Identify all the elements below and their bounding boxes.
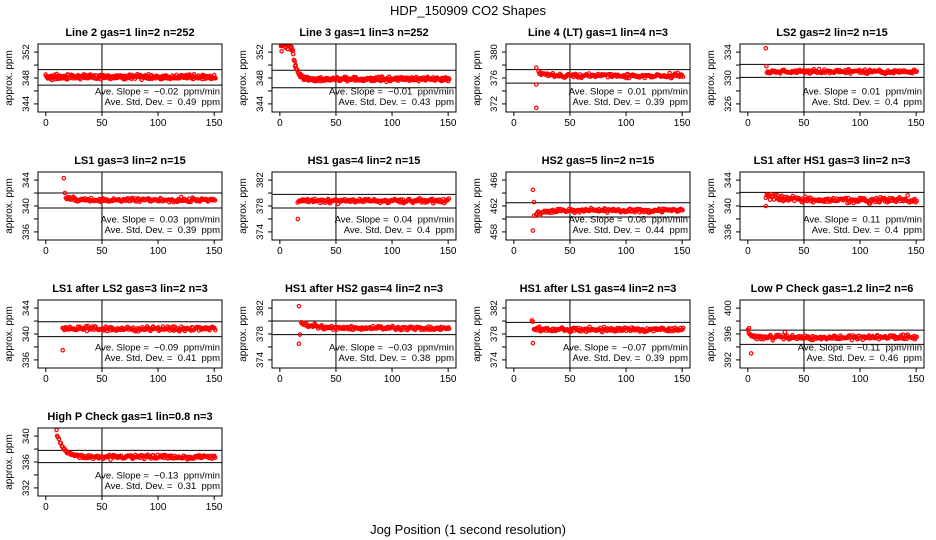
x-tick-label: 50 (330, 246, 342, 257)
y-tick-label: 382 (255, 172, 266, 189)
y-tick-label: 382 (255, 300, 266, 317)
subplot-title: HS1 after LS1 gas=4 lin=2 n=3 (519, 283, 677, 295)
x-tick-label: 50 (96, 502, 108, 513)
subplot-title: HS2 gas=5 lin=2 n=15 (541, 155, 655, 167)
y-tick-label: 344 (723, 172, 734, 189)
x-tick-label: 50 (96, 374, 108, 385)
ave-std-dev-annotation: Ave. Std. Dev. = 0.43 ppm (338, 97, 454, 108)
x-tick-label: 100 (383, 118, 401, 129)
panel-cell (234, 20, 468, 148)
x-tick-label: 150 (907, 246, 925, 257)
x-tick-label: 100 (149, 118, 167, 129)
scatter-points (764, 167, 918, 208)
y-axis-label: approx. ppm (706, 178, 717, 234)
panel-cell (468, 148, 702, 276)
y-tick-label: 374 (255, 351, 266, 368)
y-tick-label: 334 (723, 44, 734, 61)
ave-std-dev-annotation: Ave. Std. Dev. = 0.4 ppm (343, 225, 454, 236)
subplot-title: LS1 gas=3 lin=2 n=15 (74, 155, 186, 167)
x-tick-label: 100 (383, 374, 401, 385)
x-tick-label: 100 (149, 246, 167, 257)
y-axis-label: approx. ppm (472, 306, 483, 362)
y-tick-label: 344 (21, 300, 32, 317)
ave-slope-annotation: Ave. Slope = −0.11 ppm/min (797, 342, 922, 354)
y-tick-label: 340 (21, 198, 32, 214)
y-tick-label: 340 (21, 428, 32, 445)
ave-slope-annotation: Ave. Slope = −0.03 ppm/min (329, 342, 454, 354)
subplot-8 (702, 148, 936, 276)
y-axis-label: approx. ppm (472, 50, 483, 106)
y-axis-label: approx. ppm (706, 50, 717, 106)
ave-slope-annotation: Ave. Slope = −0.13 ppm/min (95, 470, 220, 482)
subplot-3 (468, 20, 702, 148)
subplot-12 (702, 276, 936, 404)
subplot-4 (702, 20, 936, 148)
x-tick-label: 100 (617, 118, 635, 129)
ave-std-dev-annotation: Ave. Std. Dev. = 0.4 ppm (811, 225, 922, 236)
scatter-points (279, 41, 451, 83)
panel-grid (0, 20, 936, 532)
subplot-6 (234, 148, 468, 276)
subplot-title: HS1 gas=4 lin=2 n=15 (307, 155, 421, 167)
x-tick-label: 150 (205, 374, 223, 385)
ave-slope-annotation: Ave. Slope = 0.03 ppm/min (100, 214, 220, 226)
ave-slope-annotation: Ave. Slope = −0.09 ppm/min (95, 342, 220, 354)
scatter-points (44, 72, 217, 81)
ave-std-dev-annotation: Ave. Std. Dev. = 0.39 ppm (104, 225, 220, 236)
x-tick-label: 150 (673, 118, 691, 129)
y-tick-label: 382 (489, 300, 500, 317)
x-tick-label: 100 (149, 502, 167, 513)
ave-slope-annotation: Ave. Slope = 0.04 ppm/min (334, 214, 454, 226)
y-axis-label: approx. ppm (706, 306, 717, 362)
y-tick-label: 348 (21, 70, 32, 86)
x-tick-label: 0 (511, 246, 517, 257)
x-tick-label: 100 (851, 118, 869, 129)
ave-std-dev-annotation: Ave. Std. Dev. = 0.41 ppm (104, 353, 220, 364)
x-tick-label: 150 (205, 502, 223, 513)
y-axis-label: approx. ppm (238, 50, 249, 106)
x-tick-label: 0 (511, 118, 517, 129)
ave-std-dev-annotation: Ave. Std. Dev. = 0.49 ppm (104, 97, 220, 108)
y-tick-label: 374 (255, 223, 266, 240)
x-tick-label: 100 (617, 374, 635, 385)
y-tick-label: 462 (489, 198, 500, 214)
panel-cell (234, 276, 468, 404)
subplot-title: LS1 after LS2 gas=3 lin=2 n=3 (52, 283, 208, 295)
x-tick-label: 50 (564, 374, 576, 385)
y-tick-label: 348 (255, 70, 266, 86)
y-tick-label: 378 (255, 326, 266, 342)
y-tick-label: 372 (489, 95, 500, 112)
x-tick-label: 0 (277, 246, 283, 257)
ave-slope-annotation: Ave. Slope = 0.11 ppm/min (803, 214, 922, 226)
x-tick-label: 50 (798, 118, 810, 129)
ave-slope-annotation: Ave. Slope = −0.01 ppm/min (329, 86, 454, 98)
subplot-title: LS2 gas=2 lin=2 n=15 (776, 27, 888, 39)
y-tick-label: 378 (255, 198, 266, 214)
ave-slope-annotation: Ave. Slope = 0.01 ppm/min (568, 86, 688, 98)
y-tick-label: 336 (21, 454, 32, 470)
x-tick-label: 150 (205, 118, 223, 129)
x-tick-label: 150 (907, 118, 925, 129)
subplot-9 (0, 276, 234, 404)
x-tick-label: 50 (96, 118, 108, 129)
y-tick-label: 352 (21, 44, 32, 61)
x-tick-label: 0 (511, 374, 517, 385)
x-tick-label: 50 (798, 246, 810, 257)
y-axis-label: approx. ppm (238, 178, 249, 234)
x-tick-label: 50 (330, 118, 342, 129)
x-tick-label: 0 (43, 118, 49, 129)
ave-slope-annotation: Ave. Slope = 0.01 ppm/min (802, 86, 922, 98)
panel-cell (0, 404, 234, 532)
y-tick-label: 392 (723, 351, 734, 368)
subplot-1 (0, 20, 234, 148)
x-tick-label: 50 (96, 246, 108, 257)
y-axis-label: approx. ppm (4, 178, 15, 234)
figure-title: HDP_150909 CO2 Shapes (389, 3, 547, 18)
x-tick-label: 150 (439, 118, 457, 129)
subplot-title: High P Check gas=1 lin=0.8 n=3 (47, 411, 213, 423)
y-tick-label: 332 (21, 479, 32, 496)
subplot-5 (0, 148, 234, 276)
x-tick-label: 100 (149, 374, 167, 385)
ave-std-dev-annotation: Ave. Std. Dev. = 0.4 ppm (811, 97, 922, 108)
y-tick-label: 336 (723, 223, 734, 240)
y-axis-label: approx. ppm (4, 306, 15, 362)
subplot-title: Line 3 gas=1 lin=3 n=252 (299, 27, 429, 39)
scatter-points (764, 47, 918, 76)
ave-slope-annotation: Ave. Slope = 0.08 ppm/min (568, 214, 688, 226)
x-tick-label: 0 (745, 118, 751, 129)
x-tick-label: 150 (205, 246, 223, 257)
x-tick-label: 150 (673, 246, 691, 257)
y-axis-label: approx. ppm (4, 434, 15, 490)
x-tick-label: 0 (277, 374, 283, 385)
y-axis-label: approx. ppm (472, 178, 483, 234)
y-tick-label: 396 (723, 326, 734, 342)
x-tick-label: 100 (851, 246, 869, 257)
ave-slope-annotation: Ave. Slope = −0.02 ppm/min (95, 86, 220, 98)
y-tick-label: 340 (21, 326, 32, 342)
x-tick-label: 100 (851, 374, 869, 385)
panel-cell (702, 276, 936, 404)
y-tick-label: 340 (723, 198, 734, 214)
subplot-title: Line 4 (LT) gas=1 lin=4 n=3 (527, 27, 669, 39)
y-tick-label: 458 (489, 223, 500, 240)
ave-std-dev-annotation: Ave. Std. Dev. = 0.44 ppm (572, 225, 688, 236)
ave-std-dev-annotation: Ave. Std. Dev. = 0.38 ppm (338, 353, 454, 364)
y-axis-label: approx. ppm (238, 306, 249, 362)
subplot-title: Line 2 gas=1 lin=2 n=252 (65, 27, 195, 39)
subplot-7 (468, 148, 702, 276)
x-tick-label: 50 (798, 374, 810, 385)
x-tick-label: 0 (745, 246, 751, 257)
panel-cell (234, 148, 468, 276)
x-tick-label: 150 (439, 246, 457, 257)
panel-cell (0, 148, 234, 276)
subplot-title: LS1 after HS1 gas=3 lin=2 n=3 (753, 155, 911, 167)
scatter-points (52, 417, 217, 461)
y-tick-label: 336 (21, 351, 32, 368)
x-tick-label: 0 (277, 118, 283, 129)
y-tick-label: 378 (489, 326, 500, 342)
y-tick-label: 326 (723, 95, 734, 112)
ave-std-dev-annotation: Ave. Std. Dev. = 0.46 ppm (806, 353, 922, 364)
y-tick-label: 330 (723, 70, 734, 86)
y-tick-label: 466 (489, 172, 500, 189)
subplot-title: HS1 after HS2 gas=4 lin=2 n=3 (284, 283, 444, 295)
subplot-13 (0, 404, 234, 532)
scatter-points (297, 305, 451, 346)
y-tick-label: 336 (21, 223, 32, 240)
y-tick-label: 380 (489, 44, 500, 61)
x-tick-label: 0 (43, 502, 49, 513)
x-tick-label: 150 (439, 374, 457, 385)
x-tick-label: 50 (564, 246, 576, 257)
x-tick-label: 150 (907, 374, 925, 385)
y-tick-label: 344 (21, 95, 32, 112)
x-tick-label: 50 (564, 118, 576, 129)
x-tick-label: 0 (745, 374, 751, 385)
ave-std-dev-annotation: Ave. Std. Dev. = 0.39 ppm (572, 97, 688, 108)
y-axis-label: approx. ppm (4, 50, 15, 106)
ave-std-dev-annotation: Ave. Std. Dev. = 0.39 ppm (572, 353, 688, 364)
y-tick-label: 344 (255, 95, 266, 112)
panel-cell (468, 20, 702, 148)
y-tick-label: 344 (21, 172, 32, 189)
panel-cell (0, 20, 234, 148)
y-tick-label: 374 (489, 351, 500, 368)
ave-slope-annotation: Ave. Slope = −0.07 ppm/min (563, 342, 688, 354)
panel-cell (702, 148, 936, 276)
y-tick-label: 352 (255, 44, 266, 61)
panel-cell (0, 276, 234, 404)
x-tick-label: 50 (330, 374, 342, 385)
x-tick-label: 100 (383, 246, 401, 257)
subplot-10 (234, 276, 468, 404)
subplot-2 (234, 20, 468, 148)
x-tick-label: 0 (43, 374, 49, 385)
x-tick-label: 150 (673, 374, 691, 385)
scatter-points (62, 177, 217, 204)
x-axis-label: Jog Position (1 second resolution) (370, 522, 566, 537)
x-tick-label: 100 (617, 246, 635, 257)
x-tick-label: 0 (43, 246, 49, 257)
panel-cell (702, 20, 936, 148)
subplot-11 (468, 276, 702, 404)
subplot-title: Low P Check gas=1.2 lin=2 n=6 (750, 283, 914, 295)
y-tick-label: 400 (723, 300, 734, 317)
ave-std-dev-annotation: Ave. Std. Dev. = 0.31 ppm (104, 481, 220, 492)
panel-cell (468, 276, 702, 404)
y-tick-label: 376 (489, 70, 500, 86)
